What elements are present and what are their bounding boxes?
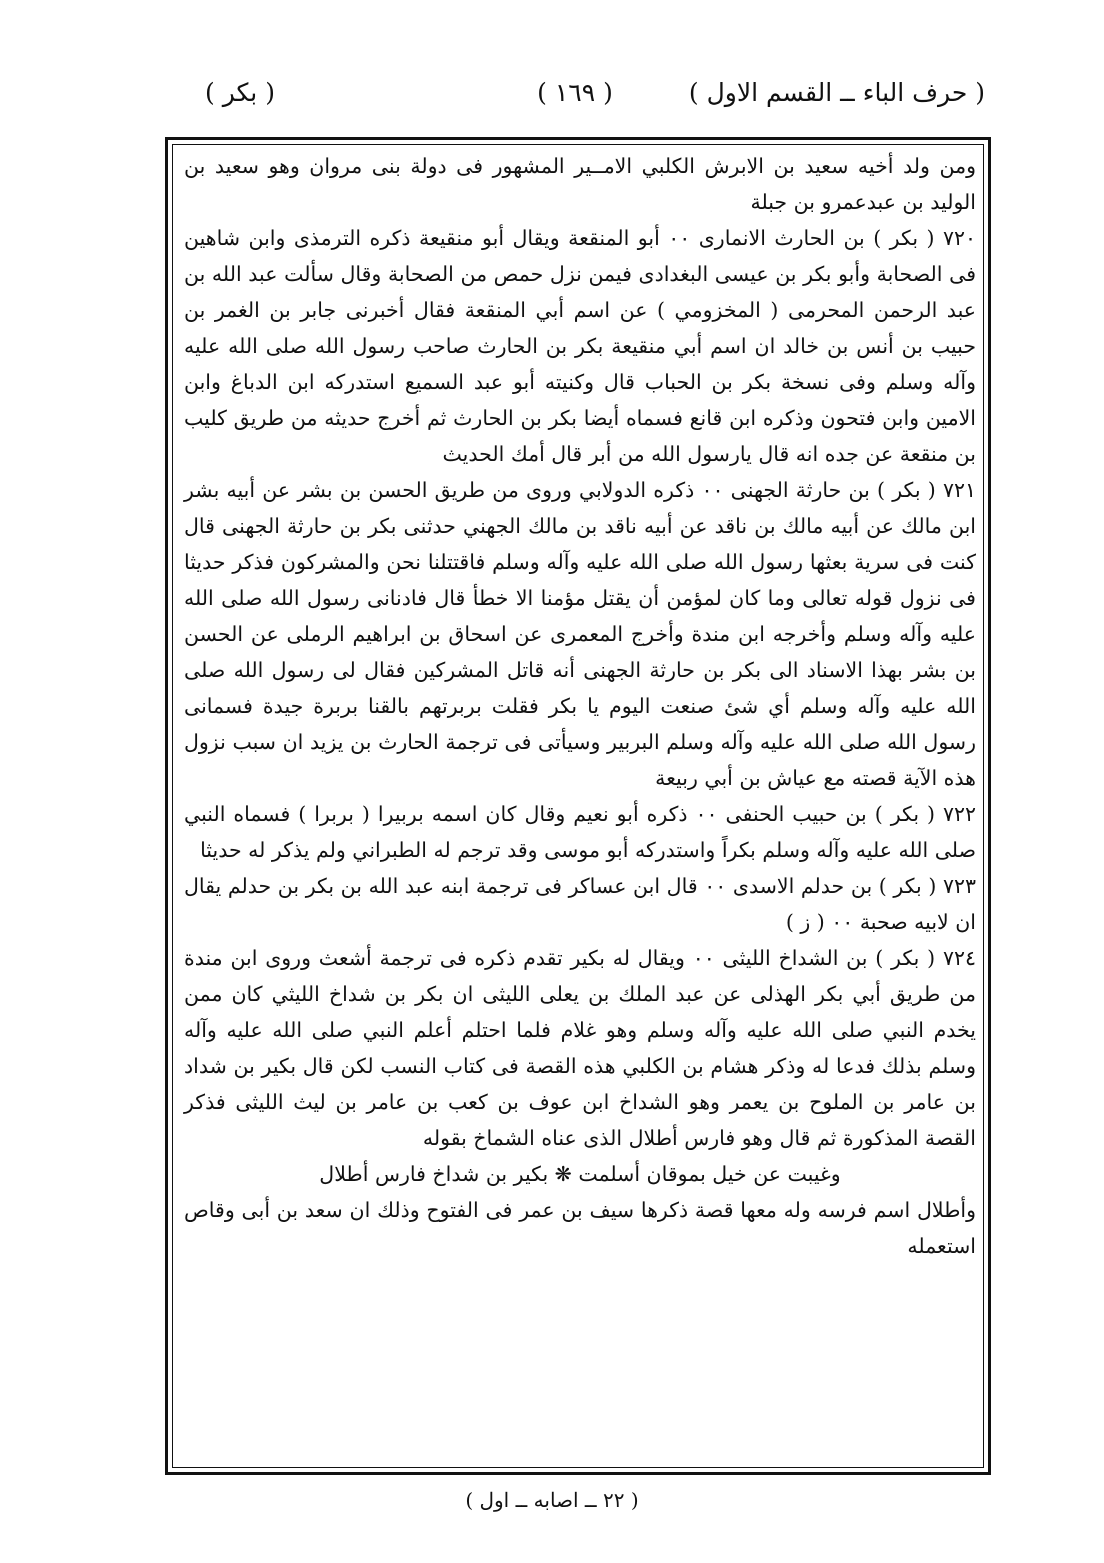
page-footer: ( ٢٢ ــ اصابه ــ اول ) [465,1488,639,1512]
section-title: ( حرف الباء ــ القسم الاول ) [688,78,985,107]
poetry-verse: وغيبت عن خيل بموقان أسلمت ❋ بكير بن شداخ فارس أطلال [319,1162,841,1186]
entry-723: ٧٢٣ ( بكر ) بن حدلم الاسدى ٠٠ قال ابن عساكر فى ترجمة ابنه عبد الله بن بكر بن حدلم يقال ان لابيه صحبة ٠٠ ( ز ) [184,874,977,934]
entry-720: ٧٢٠ ( بكر ) بن الحارث الانمارى ٠٠ أبو المنقعة ويقال أبو منقيعة ذكره الترمذى وابن شاهين فى الصحابة وأبو بكر بن عيسى البغدادى فيمن نزل حمص من الصحابة وقال سألت عبد الله بن عبد الرحمن المحرمى ( المخزومي ) عن اسم أبي المنقعة فقال أخبرنى جابر بن الغمر بن حبيب بن أنس بن خالد ان اسم أبي منقيعة بكر بن الحارث صاحب رسول الله صلى الله عليه وآله وسلم وفى نسخة بكر بن الحباب قال وكنيته أبو عبد السميع استدركه ابن الدباغ وابن الامين وابن فتحون وذكره ابن قانع فسماه أيضا بكر بن الحارث ثم أخرج حديثه من طريق كليب بن منقعة عن جده انه قال يارسول الله من أبر قال أمك الحديث [184,226,976,466]
page-header [165,78,985,128]
paragraph-intro: ومن ولد أخيه سعيد بن الابرش الكلبي الامــير المشهور فى دولة بنى مروان وهو سعيد بن الوليد بن عبدعمرو بن جبلة [184,154,976,214]
main-text [184,148,976,1264]
entry-724: ٧٢٤ ( بكر ) بن الشداخ الليثى ٠٠ ويقال له بكير تقدم ذكره فى ترجمة أشعث وروى ابن مندة من طريق أبي بكر الهذلى عن عبد الملك بن يعلى الليثى ان بكر بن شداخ الليثي كان ممن يخدم النبي صلى الله عليه وآله وسلم وهو غلام فلما احتلم أعلم النبي صلى الله عليه وآله وسلم بذلك فدعا له وذكر هشام بن الكلبي هذه القصة فى كتاب النسب لكن قال بكير بن شداد بن عامر بن الملوح بن يعمر وهو الشداخ ابن عوف بن كعب بن عامر بن ليث الليثى فذكر القصة المذكورة ثم قال وهو فارس أطلال الذى عناه الشماخ بقوله [184,946,976,1150]
entry-keyword: ( بكر ) [205,78,275,107]
entry-722: ٧٢٢ ( بكر ) بن حبيب الحنفى ٠٠ ذكره أبو نعيم وقال كان اسمه بربيرا ( بربرا ) فسماه النبي صلى الله عليه وآله وسلم بكراً واستدركه أبو موسى وقد ترجم له الطبراني ولم يذكر له حديثا [184,802,977,862]
paragraph-continuation: وأطلال اسم فرسه وله معها قصة ذكرها سيف بن عمر فى الفتوح وذلك ان سعد بن أبى وقاص استعمله [184,1198,976,1258]
page-number: ( ١٦٩ ) [537,78,613,107]
entry-721: ٧٢١ ( بكر ) بن حارثة الجهنى ٠٠ ذكره الدولابي وروى من طريق الحسن بن بشر عن أبيه بشر ابن مالك عن أبيه مالك بن ناقد عن أبيه ناقد بن مالك الجهني حدثنى بكر بن حارثة الجهنى قال كنت فى سرية بعثها رسول الله صلى الله عليه وآله وسلم فاقتتلنا نحن والمشركون فذكر حديثا فى نزول قوله تعالى وما كان لمؤمن أن يقتل مؤمنا الا خطأ قال فادنانى رسول الله صلى الله عليه وآله وسلم وأخرجه ابن مندة وأخرج المعمرى عن اسحاق بن ابراهيم الرملى عن الحسن بن بشر بهذا الاسناد الى بكر بن حارثة الجهنى أنه قاتل المشركين فقال لى رسول الله صلى الله عليه وآله وسلم أي شئ صنعت اليوم يا بكر فقلت بربرتهم بالقنا بربرة جيدة فسمانى رسول الله صلى الله عليه وآله وسلم البربير وسيأتى فى ترجمة الحارث بن يزيد ان سبب نزول هذه الآية قصته مع عياش بن أبي ربيعة [184,478,976,790]
